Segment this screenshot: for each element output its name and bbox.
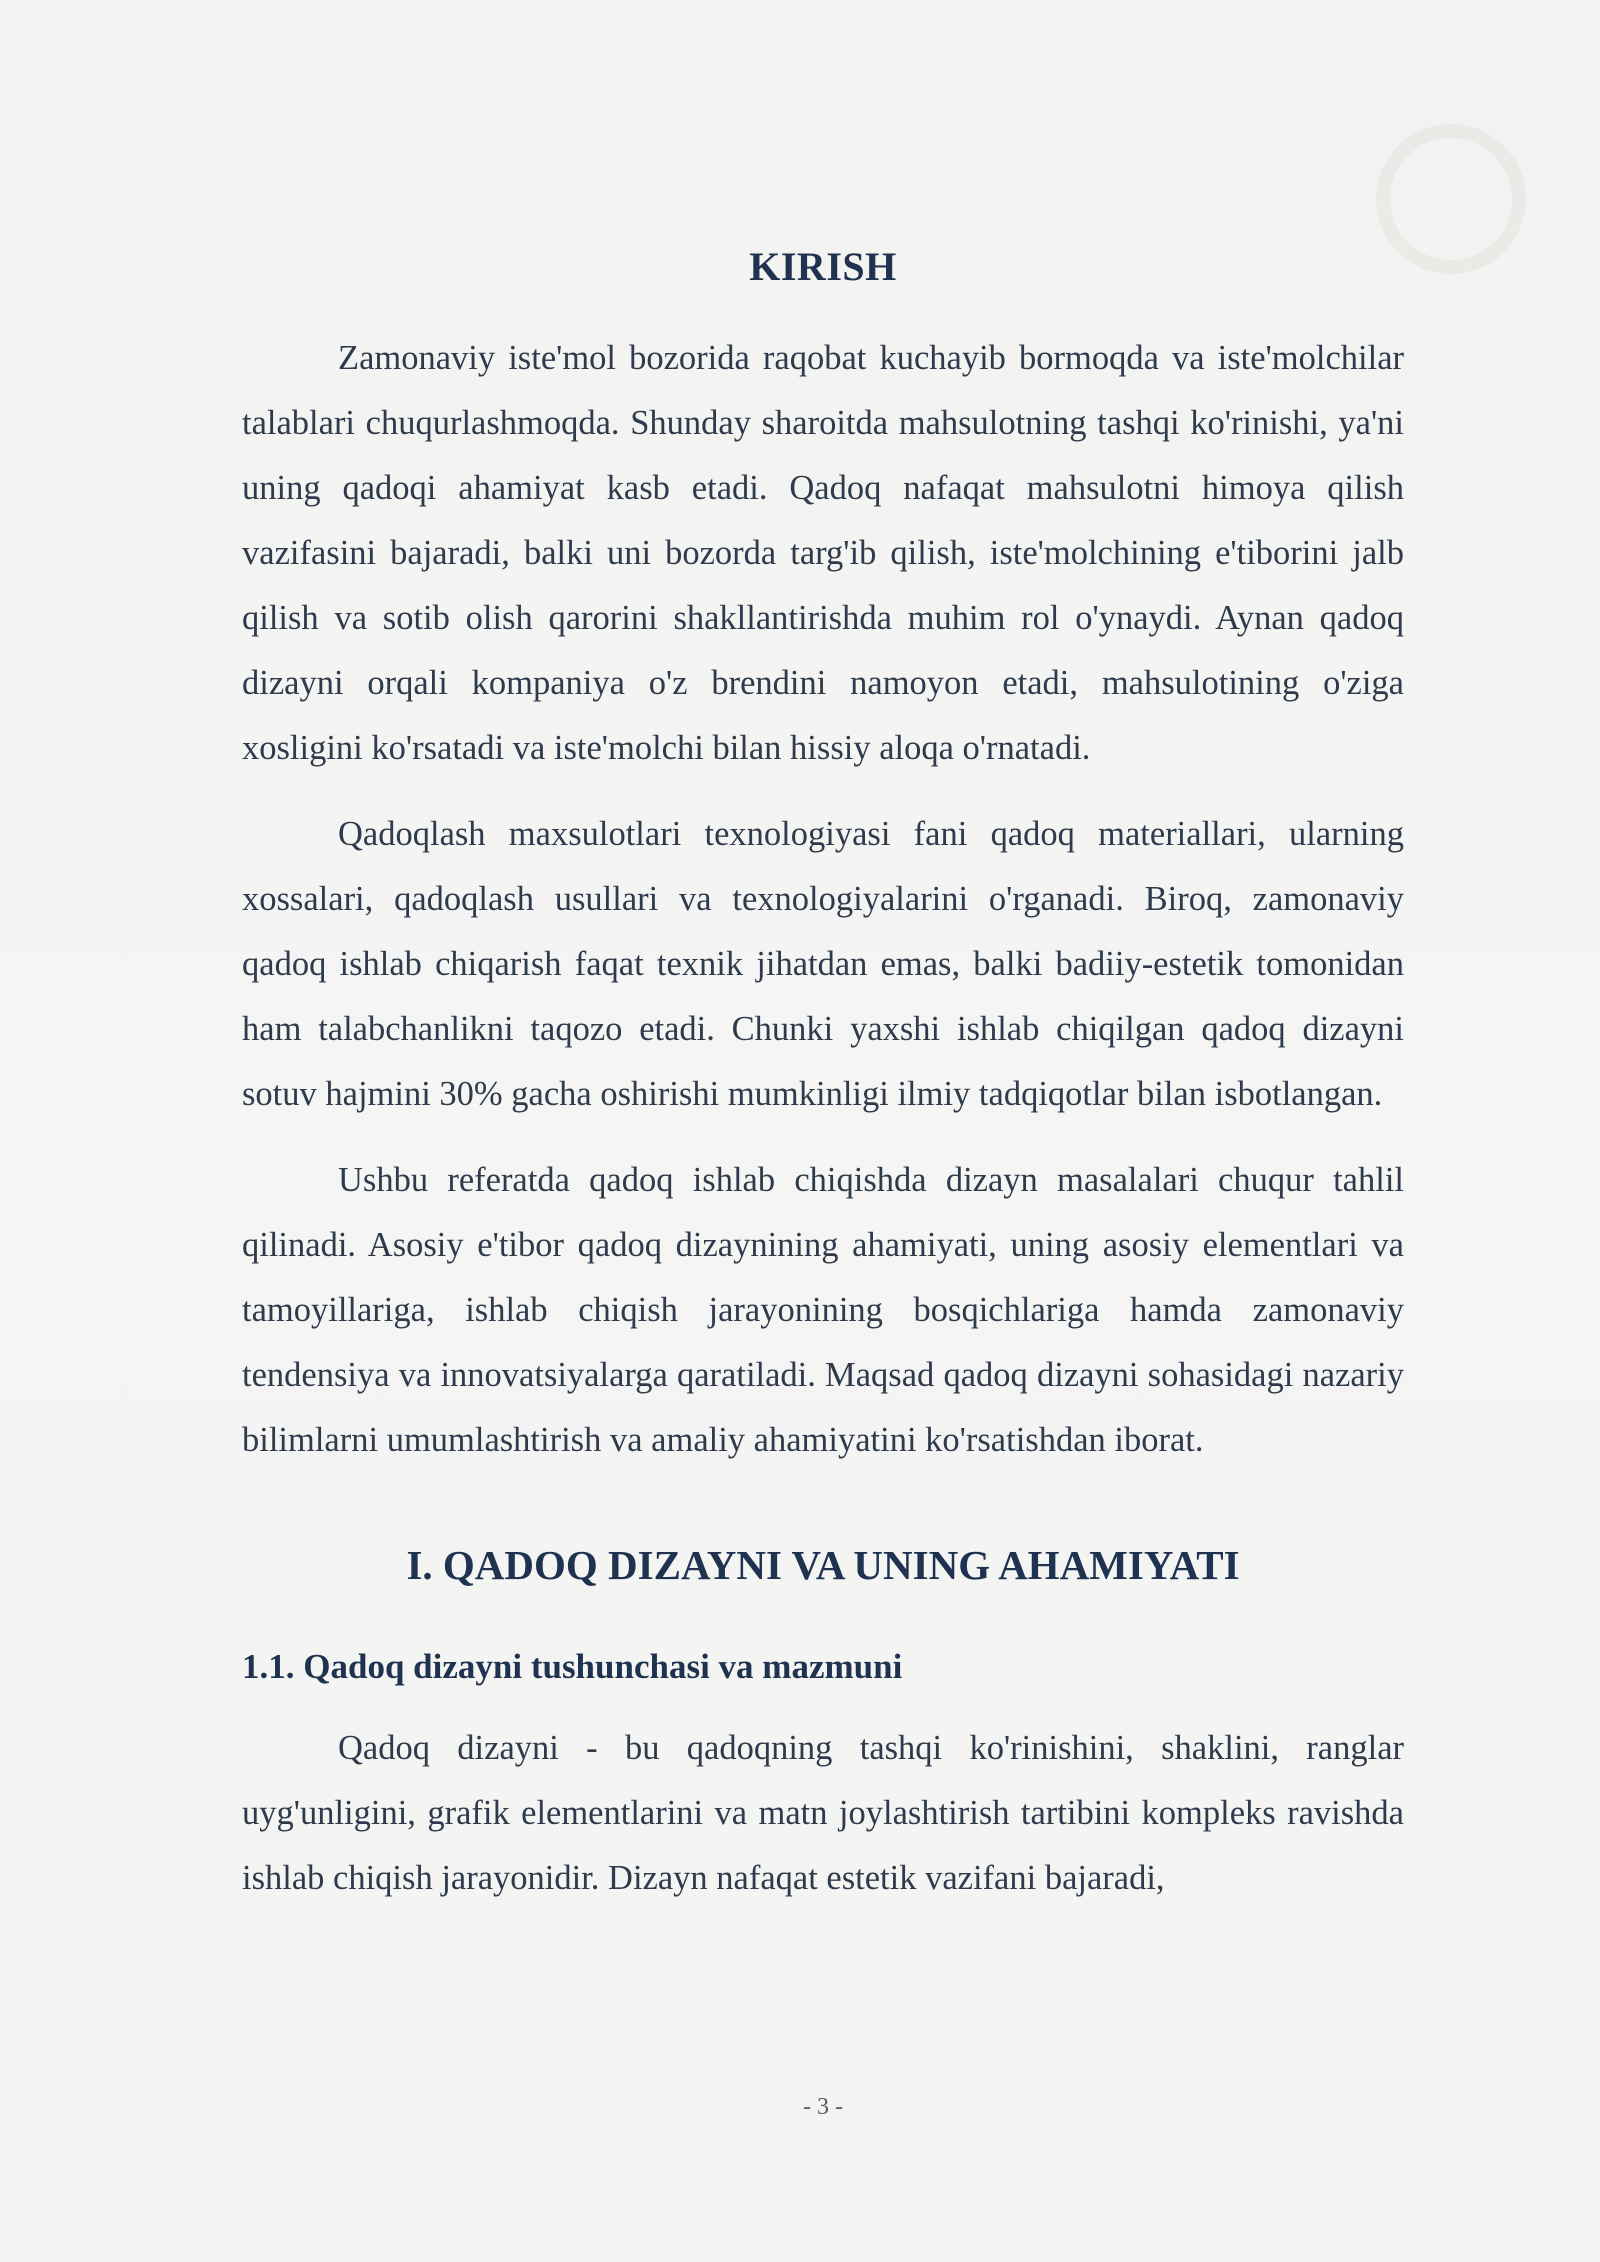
subsection-heading: 1.1. Qadoq dizayni tushunchasi va mazmuni — [242, 1647, 903, 1686]
page-content — [242, 238, 1404, 1932]
subsection-paragraph: Qadoq dizayni - bu qadoqning tashqi ko'rinishini, shaklini, ranglar uyg'unligini, grafik elementlarini va matn joylashtirish tartibini kompleks ravishda ishlab chiqish jarayonidir. Dizayn nafaqat estetik vazifani bajaradi, — [242, 1729, 1404, 1897]
section-heading: I. QADOQ DIZAYNI VA UNING AHAMIYATI — [406, 1542, 1240, 1588]
intro-paragraph-1: Zamonaviy iste'mol bozorida raqobat kuchayib bormoqda va iste'molchilar talablari chuqurlashmoqda. Shunday sharoitda mahsulotning tashqi ko'rinishi, ya'ni uning qadoqi ahamiyat kasb etadi. Qadoq nafaqat mahsulotni himoya qilish vazifasini bajaradi, balki uni bozorda targ'ib qilish, iste'molchining e'tiborini jalb qilish va sotib olish qarorini shakllantirishda muhim rol o'ynaydi. Aynan qadoq dizayni orqali kompaniya o'z brendini namoyon etadi, mahsulotining o'ziga xosligini ko'rsatadi va iste'molchi bilan hissiy aloqa o'rnatadi. — [242, 339, 1404, 767]
intro-paragraph-2: Qadoqlash maxsulotlari texnologiyasi fani qadoq materiallari, ularning xossalari, qadoqlash usullari va texnologiyalarini o'rganadi. Biroq, zamonaviy qadoq ishlab chiqarish faqat texnik jihatdan emas, balki badiiy-estetik tomonidan ham talabchanlikni taqozo etadi. Chunki yaxshi ishlab chiqilgan qadoq dizayni sotuv hajmini 30% gacha oshirishi mumkinligi ilmiy tadqiqotlar bilan isbotlangan. — [242, 815, 1404, 1113]
intro-paragraph-3: Ushbu referatda qadoq ishlab chiqishda dizayn masalalari chuqur tahlil qilinadi. Asosiy e'tibor qadoq dizaynining ahamiyati, uning asosiy elementlari va tamoyillariga, ishlab chiqish jarayonining bosqichlariga hamda zamonaviy tendensiya va innovatsiyalarga qaratiladi. Maqsad qadoq dizayni sohasidagi nazariy bilimlarni umumlashtirish va amaliy ahamiyatini ko'rsatishdan iborat. — [242, 1161, 1404, 1459]
intro-heading: KIRISH — [749, 244, 897, 289]
page-number: - 3 - — [803, 2094, 843, 2120]
